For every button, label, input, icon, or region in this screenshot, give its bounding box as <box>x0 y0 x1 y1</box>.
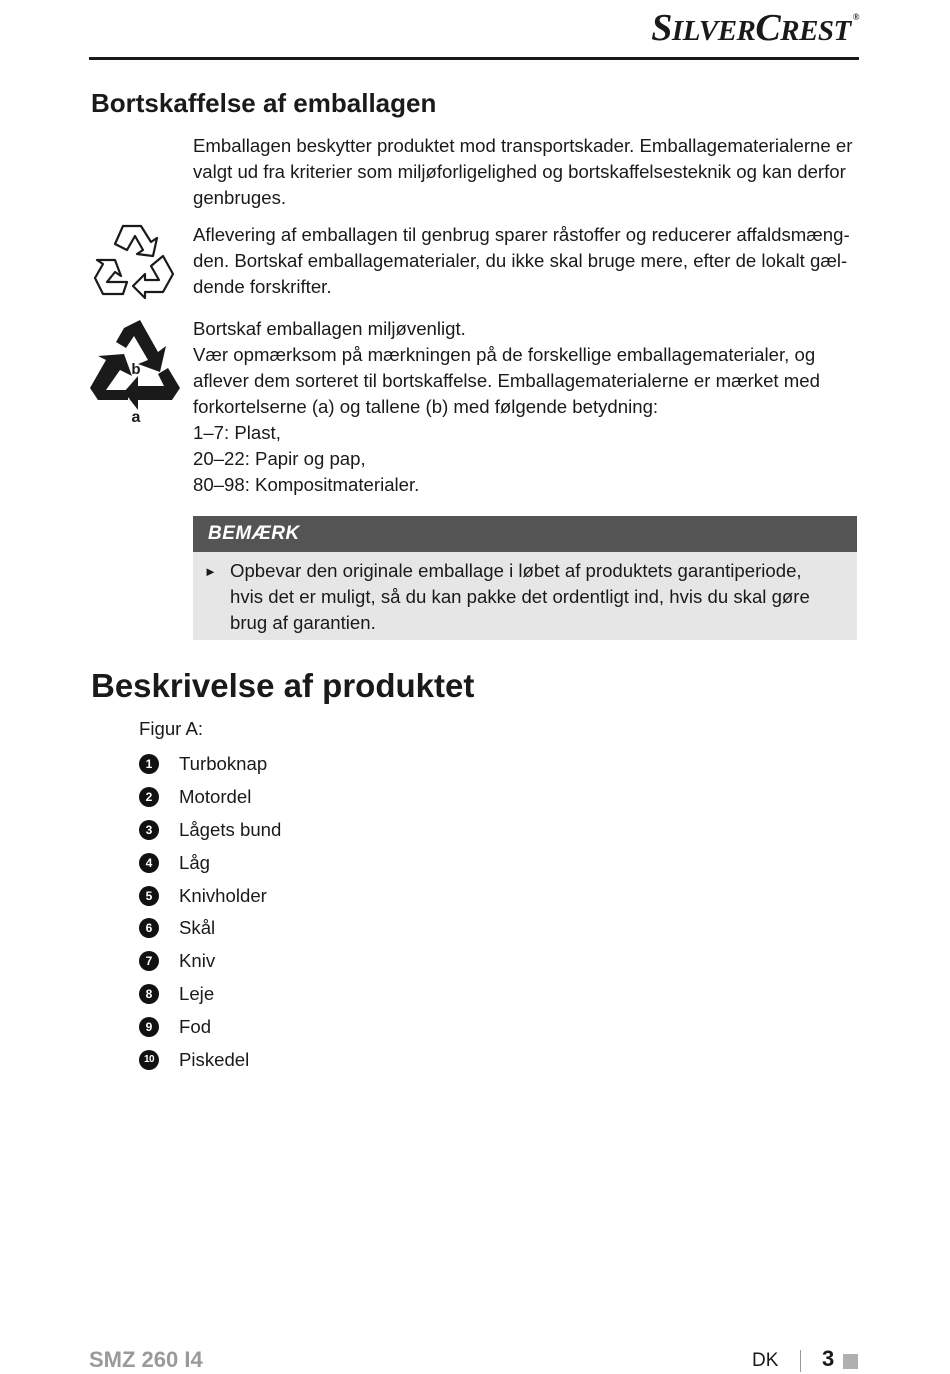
footer-divider <box>800 1350 801 1372</box>
section-title-disposal: Bortskaffelse af emballagen <box>91 88 437 118</box>
part-label: Låg <box>179 851 211 873</box>
paragraph-packaging-protects <box>193 133 857 211</box>
list-item <box>139 1043 281 1076</box>
parts-list <box>139 748 281 1076</box>
brand-letter-c: C <box>755 7 781 49</box>
part-label: Kniv <box>179 950 216 972</box>
code-line-composite: 80–98: Kompositmaterialer. <box>193 474 420 495</box>
paragraph-text: Emballagen beskytter produktet mod transportskader. Emballagematerialerne er valgt ud fra kriterier som miljøforligelighed og bortskaffelsesteknik og kan derfor genbruges. <box>193 135 853 208</box>
arrow-right-icon: ► <box>204 564 217 579</box>
section-title-product-description: Beskrivelse af produktet <box>91 667 475 704</box>
paragraph-text: Aflevering af emballagen til genbrug sparer råstoffer og reducerer affaldsmæng-den. Bortskaf emballagematerialer, du ikke skal bruge mere, efter de lokalt gæl-dende forskrifter. <box>193 224 850 297</box>
number-badge: 1 <box>139 754 159 774</box>
footer-language: DK <box>752 1350 779 1371</box>
list-item <box>139 814 281 847</box>
page-number: 3 <box>822 1346 835 1371</box>
number-badge: 9 <box>139 1017 159 1037</box>
header-rule <box>89 57 859 60</box>
note-text: Opbevar den originale emballage i løbet af produktets garantiperiode, hvis det er muligt, så du kan pakke det ordentligt ind, hvis du skal gøre brug af garantien. <box>230 560 810 633</box>
triangle-label-b: b <box>131 361 141 378</box>
part-label: Lågets bund <box>179 818 282 840</box>
part-label: Leje <box>179 982 215 1004</box>
part-label: Knivholder <box>179 884 267 906</box>
list-item <box>139 978 281 1011</box>
brand-letter-s: S <box>651 7 672 49</box>
part-label: Motordel <box>179 786 252 808</box>
number-badge: 8 <box>139 984 159 1004</box>
brand-logo <box>651 6 859 50</box>
brand-letters-ilver: ILVER <box>671 15 756 47</box>
part-label: Turboknap <box>179 753 268 775</box>
list-item <box>139 945 281 978</box>
recycle-icon <box>93 220 179 300</box>
paragraph-dispose-environment <box>193 316 857 498</box>
part-label: Piskedel <box>179 1048 250 1070</box>
number-badge: 5 <box>139 886 159 906</box>
note-heading: BEMÆRK <box>193 516 857 552</box>
note-box <box>193 516 857 640</box>
footer-model-number: SMZ 260 I4 <box>89 1347 203 1372</box>
paragraph-recycling-saves <box>193 222 857 300</box>
brand-letters-rest: REST <box>780 15 851 47</box>
recycling-code-triangle-icon <box>88 318 184 426</box>
registered-mark: ® <box>852 12 859 22</box>
number-badge: 10 <box>139 1050 159 1070</box>
part-label: Skål <box>179 917 216 939</box>
paragraph-line: Vær opmærksom på mærkningen på de forskellige emballagematerialer, og aflever dem sorteret til bortskaffelse. Emballagematerialerne er mærket med forkortelserne (a) og tallene (b) med følgende betydning: <box>193 344 820 417</box>
number-badge: 7 <box>139 951 159 971</box>
number-badge: 4 <box>139 853 159 873</box>
list-item <box>139 879 281 912</box>
number-badge: 2 <box>139 787 159 807</box>
list-item <box>139 912 281 945</box>
triangle-label-a: a <box>131 409 141 426</box>
list-item <box>139 748 281 781</box>
code-line-paper: 20–22: Papir og pap, <box>193 448 366 469</box>
figure-label: Figur A: <box>139 718 204 739</box>
list-item <box>139 781 281 814</box>
number-badge: 6 <box>139 918 159 938</box>
number-badge: 3 <box>139 820 159 840</box>
part-label: Fod <box>179 1015 212 1037</box>
code-line-plastic: 1–7: Plast, <box>193 422 281 443</box>
list-item <box>139 846 281 879</box>
note-body <box>193 552 857 636</box>
paragraph-line: Bortskaf emballagen miljøvenligt. <box>193 318 466 339</box>
list-item <box>139 1010 281 1043</box>
footer-square-marker <box>843 1354 858 1369</box>
